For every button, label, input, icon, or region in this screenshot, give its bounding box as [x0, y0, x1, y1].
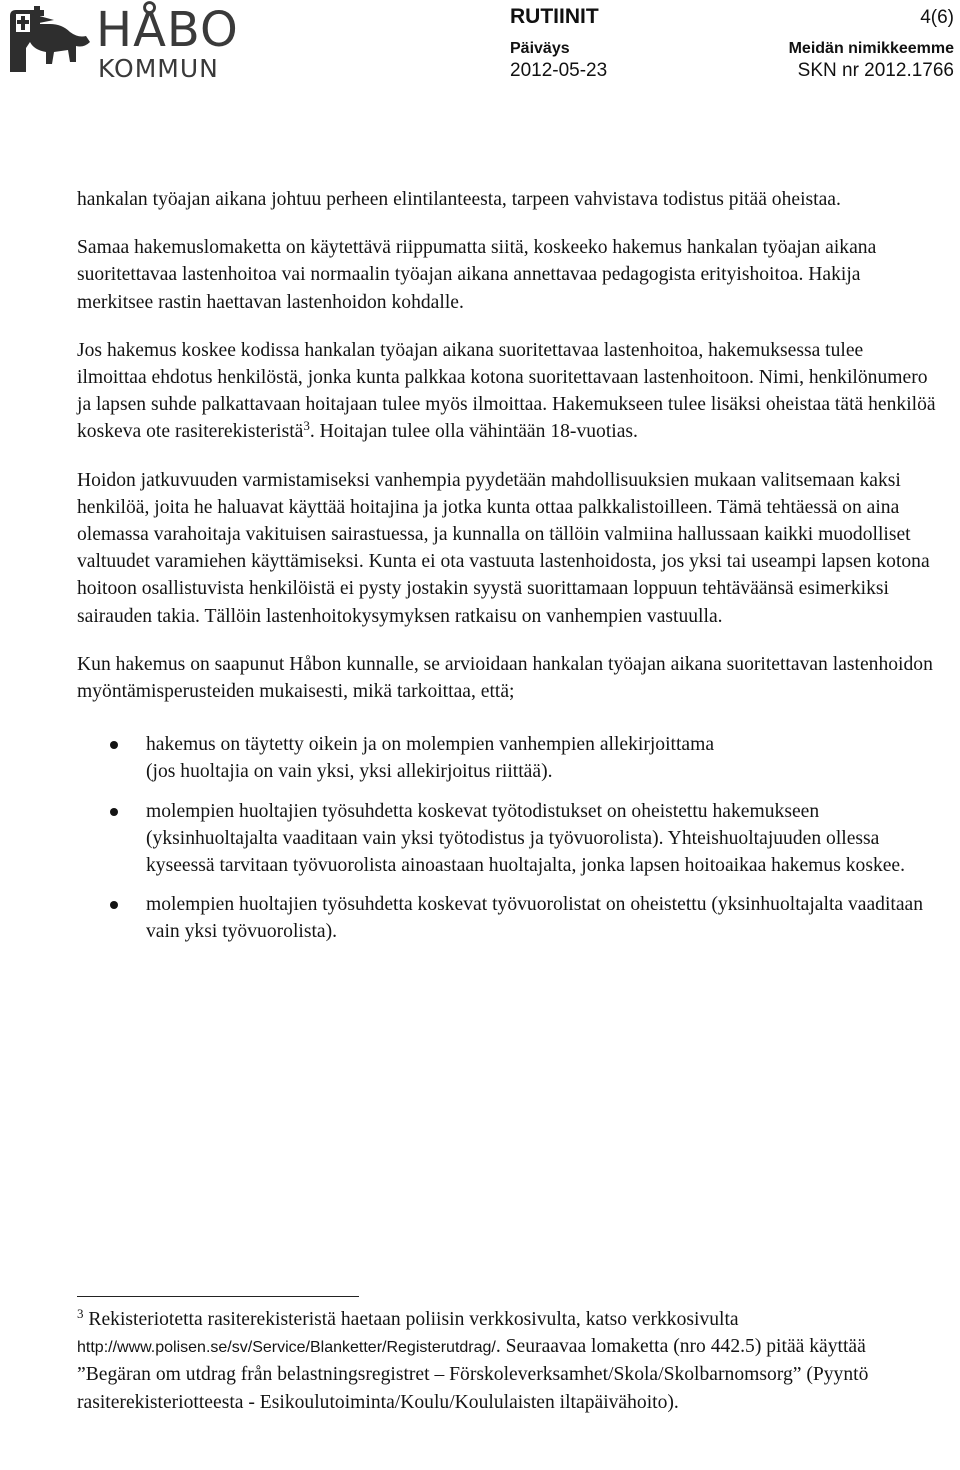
- reference-label: Meidän nimikkeemme: [788, 40, 954, 57]
- logo-subwordmark: KOMMUN: [98, 54, 219, 83]
- list-item-text: molempien huoltajien työsuhdetta koskevat työvuorolistat on oheistettu (yksinhuoltajalta vaaditaan vain yksi työvuorolista).: [146, 894, 924, 943]
- list-item-text: molempien huoltajien työsuhdetta koskevat työtodistukset on oheistettu hakemukseen (yksinhuoltajalta vaaditaan vain yksi työtodistus ja työvuorolista). Yhteishuoltajuuden ollessa kyseessä tarvitaan työvuorolista ainoastaan huoltajalta, jonka lapsen hoitoaikaa hakemus koskee.: [146, 800, 906, 877]
- bullet-icon: [110, 741, 118, 749]
- list-item-note: (jos huoltajia on vain yksi, yksi allekirjoitus riittää).: [146, 761, 553, 783]
- footnote-url-link[interactable]: http://www.polisen.se/sv/Service/Blanketter/Registerutdrag/: [77, 1339, 496, 1357]
- logo-wordmark: HÅBO: [96, 2, 239, 58]
- paragraph: Hoidon jatkuvuuden varmistamiseksi vanhempia pyydetään mahdollisuuksien mukaan valitsemaan kaksi henkilöä, joita he haluavat käyttää hoitajina ja jotka kunta ottaa palkkalistoilleen. Tämä tehtäessä on aina olemassa varahoitaja vakituisen sairastuessa, ja kunnalla on tällöin valmiina hallussaan kaikki muodolliset valtuudet varamiehen käyttämiseksi. Kunta ei ota vastuuta lastenhoidosta, jos yksi tai useampi lapsen kotona hoitoon osallistuvista henkilöistä ei pysty jostakin syystä suorittamaan loppuun tehtäväänsä esimerkiksi sairauden takia. Tällöin lastenhoitokysymyksen ratkaisu on vanhempien vastuulla.: [77, 469, 930, 627]
- reference-value: SKN nr 2012.1766: [797, 60, 954, 81]
- document-body: [77, 186, 937, 958]
- list-item-text: hakemus on täytetty oikein ja on molempien vanhempien allekirjoittama: [146, 734, 715, 756]
- list-item: [77, 731, 937, 785]
- footnote-text: . Seuraavaa lomaketta (nro 442.5) pitää käyttää ”Begäran om utdrag från belastningsregistret – Förskoleverksamhet/Skola/Skolbarnomsorg” (Pyyntö rasiterekisteriotteesta - Esikoulutoiminta/Koulu/Koululaisten iltapäivähoito).: [77, 1336, 869, 1413]
- page-number: 4(6): [920, 7, 954, 28]
- date-label: Päiväys: [510, 40, 570, 57]
- municipality-logo: [4, 2, 239, 84]
- footnote-reference[interactable]: 3: [303, 418, 310, 434]
- paragraph: [77, 337, 937, 446]
- paragraph: Kun hakemus on saapunut Håbon kunnalle, se arvioidaan hankalan työajan aikana suoritettavan lastenhoidon myöntämisperusteiden mukaisesti, mikä tarkoittaa, että;: [77, 653, 933, 703]
- paragraph: hankalan työajan aikana johtuu perheen elintilanteesta, tarpeen vahvistava todistus pitää oheistaa.: [77, 189, 841, 210]
- paragraph-text: Jos hakemus koskee kodissa hankalan työajan aikana suoritettavaa lastenhoitoa, hakemuksessa tulee ilmoittaa ehdotus henkilöstä, jonka kunta palkkaa kotona suoritettavaan lastenhoitoon. Nimi, henkilönumero ja lapsen suhde palkattavaan hoitajaan tulee myös ilmoittaa. Hakemukseen tulee lisäksi oheistaa tätä henkilöä koskeva ote rasiterekisteristä: [77, 339, 936, 443]
- list-item: [77, 891, 937, 945]
- criteria-list: [77, 731, 937, 945]
- paragraph-text: . Hoitajan tulee olla vähintään 18-vuotias.: [309, 421, 638, 443]
- lamb-emblem-icon: [4, 2, 94, 82]
- footnote-mark: 3: [77, 1306, 84, 1321]
- footnote: [77, 1306, 937, 1416]
- bullet-icon: [110, 808, 118, 816]
- footnote-text: Rekisteriotetta rasiterekisteristä haetaan poliisin verkkosivulta, katso verkkosivulta: [83, 1309, 739, 1330]
- footnote-divider: [77, 1296, 359, 1297]
- paragraph: Samaa hakemuslomaketta on käytettävä riippumatta siitä, koskeeko hakemus hankalan työajan aikana suoritettavaa lastenhoitoa vai normaalin työajan aikana annettavaa pedagogista erityishoitoa. Hakija merkitsee rastin haettavan lastenhoidon kohdalle.: [77, 237, 877, 313]
- list-item: [77, 798, 937, 880]
- bullet-icon: [110, 901, 118, 909]
- date-value: 2012-05-23: [510, 60, 608, 81]
- document-type: RUTIINIT: [510, 5, 599, 28]
